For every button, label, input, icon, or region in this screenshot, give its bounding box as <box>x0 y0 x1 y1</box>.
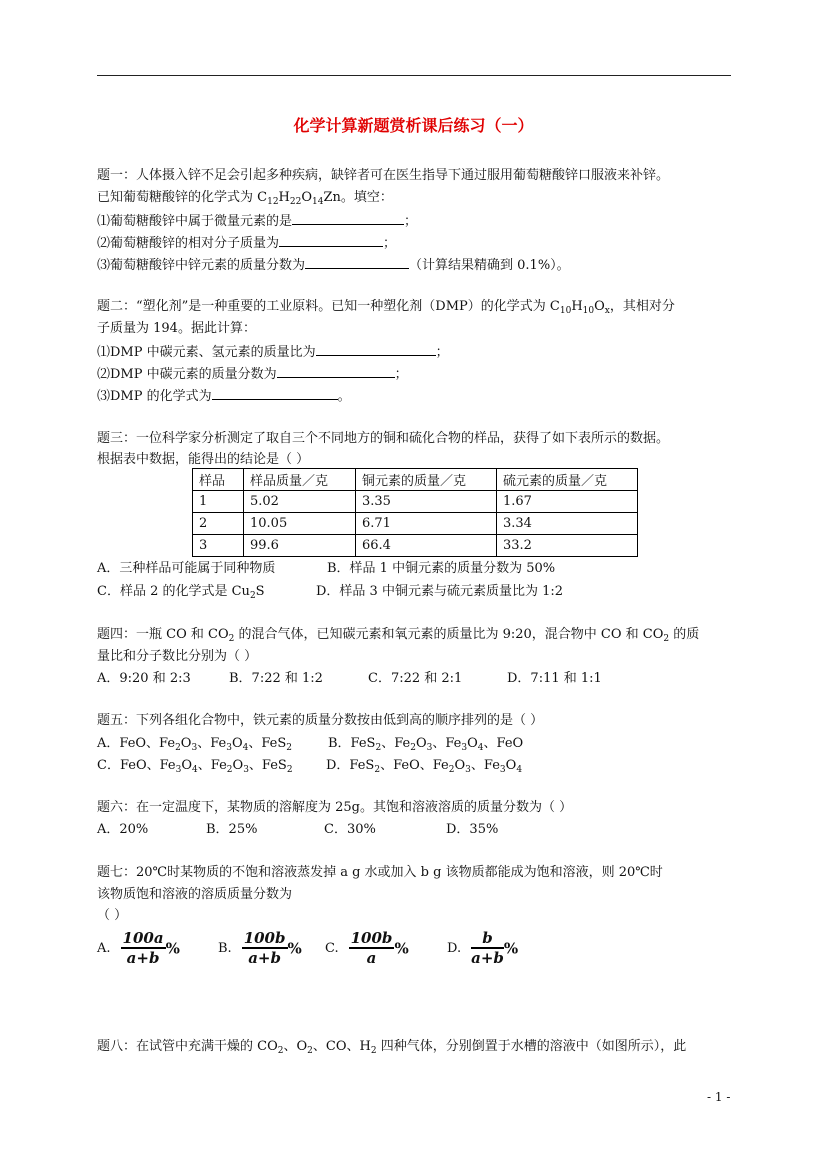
table-header-cell: 样品质量／克 <box>244 469 356 491</box>
answer-blank[interactable] <box>279 232 383 247</box>
q1-item-b: ⑵葡萄糖酸锌的相对分子质量为 ； <box>97 232 396 254</box>
fraction: $\frac{100b}{a}$ <box>350 929 393 967</box>
q6-option-a: A．20% <box>97 822 149 837</box>
q4-option-d: D．7:11 和 1:1 <box>507 671 602 686</box>
table-row <box>193 513 638 535</box>
q2-item-b: ⑵DMP 中碳元素的质量分数为 ； <box>97 363 408 385</box>
q5-option-c: C．FeO、$Fe_3O_4$、$Fe_2O_3$、FeS$_2$ <box>97 758 293 775</box>
q1-item-a: ⑴葡萄糖酸锌中属于微量元素的是 ； <box>97 210 417 232</box>
fraction: $\frac{100a}{a+b}$ <box>122 929 164 967</box>
q7-option-a: A. $\frac{100a}{a+b}$ % <box>97 929 180 967</box>
q2-item-a: ⑴DMP 中碳元素、氢元素的质量比为 ； <box>97 341 449 363</box>
q4-option-c: C．7:22 和 2:1 <box>368 671 463 686</box>
table-header-row <box>193 469 638 491</box>
table-cell: 3.34 <box>497 513 638 535</box>
q4-option-a: A．9:20 和 2:3 <box>97 671 191 686</box>
q4-option-b: B．7:22 和 1:2 <box>229 671 323 686</box>
answer-blank[interactable] <box>292 210 404 225</box>
table-header-cell: 铜元素的质量／克 <box>356 469 497 491</box>
q5-line1: 题五：下列各组化合物中，铁元素的质量分数按由低到高的顺序排列的是（ ） <box>97 713 544 728</box>
q3-option-a: A．三种样品可能属于同种物质 <box>97 561 276 576</box>
header-rule <box>97 75 731 76</box>
q3-line2: 根据表中数据，能得出的结论是（ ） <box>97 452 310 467</box>
table-cell: 99.6 <box>244 535 356 557</box>
fraction: $\frac{b}{a+b}$ <box>471 929 504 967</box>
table-cell: 10.05 <box>244 513 356 535</box>
q1-item-c: ⑶葡萄糖酸锌中锌元素的质量分数为 （计算结果精确到 0.1%）。 <box>97 254 570 276</box>
q7-line2: 该物质饱和溶液的溶质质量分数为 <box>97 887 293 902</box>
table-header-cell: 样品 <box>193 469 244 491</box>
q7-option-c: C. $\frac{100b}{a}$ % <box>325 929 409 967</box>
q7-line3: （ ） <box>97 908 128 923</box>
q6-line1: 题六：在一定温度下，某物质的溶解度为 25g。其饱和溶液溶质的质量分数为（ ） <box>97 800 573 815</box>
table-row <box>193 491 638 513</box>
q1-line1: 题一：人体摄入锌不足会引起多种疾病，缺锌者可在医生指导下通过服用葡萄糖酸锌口服液来补锌。 <box>97 168 670 183</box>
table-cell: 3 <box>193 535 244 557</box>
q1-line2: 已知葡萄糖酸锌的化学式为 $C_{12}H_{22}O_{14}Zn$。填空： <box>97 190 393 207</box>
table-cell: 1.67 <box>497 491 638 513</box>
q2-item-c: ⑶DMP 的化学式为 。 <box>97 385 351 407</box>
q2-line2: 子质量为 194。据此计算： <box>97 321 256 336</box>
sample-data-table <box>192 468 638 557</box>
table-row <box>193 535 638 557</box>
q7-option-b: B. $\frac{100b}{a+b}$ % <box>218 929 302 967</box>
table-cell: 66.4 <box>356 535 497 557</box>
q5-option-b: B．FeS$_2$、$Fe_2O_3$、$Fe_3O_4$、FeO <box>328 736 524 753</box>
page-title: 化学计算新题赏析课后练习（一） <box>293 116 534 135</box>
q6-option-d: D．35% <box>446 822 499 837</box>
q6-option-c: C．30% <box>324 822 376 837</box>
answer-blank[interactable] <box>277 363 395 378</box>
table-cell: 6.71 <box>356 513 497 535</box>
table-cell: 33.2 <box>497 535 638 557</box>
q4-line1: 题四：一瓶 CO 和 $CO_2$ 的混合气体，已知碳元素和氧元素的质量比为 9:20，混合物中 CO 和 $CO_2$ 的质 <box>97 627 700 644</box>
table-cell: 3.35 <box>356 491 497 513</box>
table-cell: 1 <box>193 491 244 513</box>
q2-line1: 题二：“塑化剂”是一种重要的工业原料。已知一种塑化剂（DMP）的化学式为 $C_{10}H_{10}O_x$，其相对分 <box>97 299 675 316</box>
q4-line2: 量比和分子数比分别为（ ） <box>97 649 258 664</box>
table-cell: 2 <box>193 513 244 535</box>
q3-option-c: C．样品 2 的化学式是 $Cu_2S$ <box>97 584 265 601</box>
q3-line1: 题三：一位科学家分析测定了取自三个不同地方的铜和硫化合物的样品，获得了如下表所示的数据。 <box>97 431 670 446</box>
page-number: - 1 - <box>707 1090 731 1104</box>
answer-blank[interactable] <box>316 341 436 356</box>
answer-blank[interactable] <box>212 385 338 400</box>
q5-option-a: A．FeO、$Fe_2O_3$、$Fe_3O_4$、FeS$_2$ <box>97 736 293 753</box>
answer-blank[interactable] <box>305 254 409 269</box>
q7-option-d: D. $\frac{b}{a+b}$ % <box>447 929 519 967</box>
table-header-cell: 硫元素的质量／克 <box>497 469 638 491</box>
q3-option-d: D．样品 3 中铜元素与硫元素质量比为 1:2 <box>316 584 564 599</box>
q5-option-d: D．FeS$_2$、FeO、$Fe_2O_3$、$Fe_3O_4$ <box>326 758 523 775</box>
q3-option-b: B．样品 1 中铜元素的质量分数为 50% <box>327 561 556 576</box>
q8-line1: 题八：在试管中充满干燥的 $CO_2$、$O_2$、CO、$H_2$ 四种气体，分别倒置于水槽的溶液中（如图所示），此 <box>97 1039 687 1056</box>
fraction: $\frac{100b}{a+b}$ <box>243 929 286 967</box>
q7-line1: 题七：20℃时某物质的不饱和溶液蒸发掉 a g 水或加入 b g 该物质都能成为饱和溶液，则 20℃时 <box>97 865 663 880</box>
table-cell: 5.02 <box>244 491 356 513</box>
q6-option-b: B．25% <box>206 822 258 837</box>
